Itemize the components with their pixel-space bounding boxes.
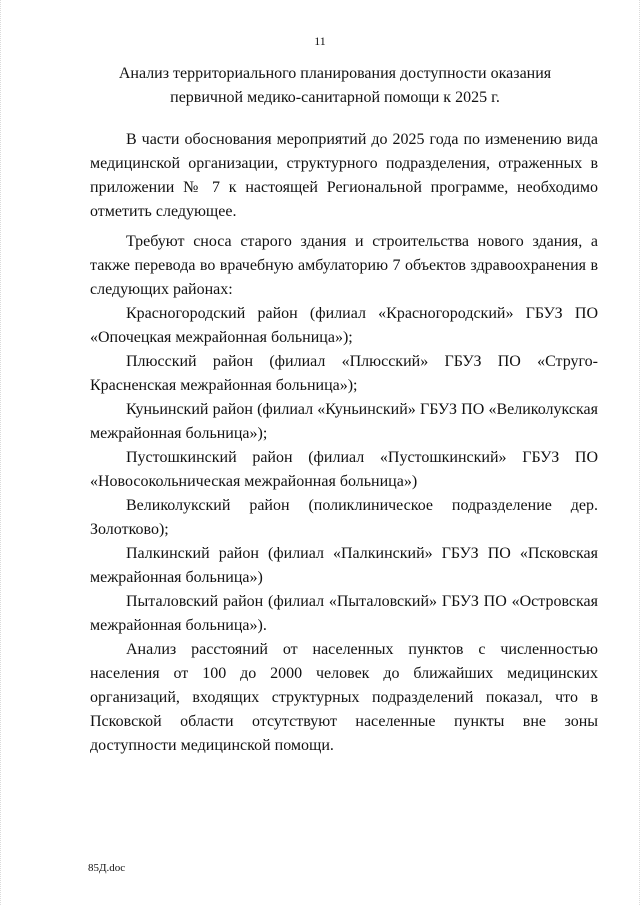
page-number: 11 [314,34,326,48]
footer-filename: 85Д.doc [88,862,126,874]
paragraph-requirements: Требуют сноса старого здания и строительства нового здания, а также перевода во врачебную амбулаторию 7 объектов здравоохранения в следующих районах: [90,233,598,298]
paragraph-intro: В части обоснования мероприятий до 2025 года по изменению вида медицинской организации, структурного подразделения, отраженных в приложении № 7 к настоящей Региональной программе, необходимо отметить следующее. [90,131,598,220]
district-item: Пыталовский район (филиал «Пыталовский» ГБУЗ ПО «Островская межрайонная больница»). [90,593,598,634]
district-item: Куньинский район (филиал «Куньинский» ГБУЗ ПО «Великолукская межрайонная больница»); [90,401,598,442]
district-item: Пустошкинский район (филиал «Пустошкинский» ГБУЗ ПО «Новосокольническая межрайонная больница») [90,449,598,490]
district-item: Плюсский район (филиал «Плюсский» ГБУЗ ПО «Струго-Красненская межрайонная больница»); [90,353,598,394]
section-title [90,62,580,110]
district-item: Великолукский район (поликлиническое подразделение дер. Золотково); [90,497,598,538]
body-text [90,128,598,764]
paragraph-conclusion: Анализ расстояний от населенных пунктов с численностью населения от 100 до 2000 человек до ближайших медицинских организаций, входящих структурных подразделений показал, что в Псковской области отсутствуют населенные пункты вне зоны доступности медицинской помощи. [90,641,598,754]
district-item: Палкинский район (филиал «Палкинский» ГБУЗ ПО «Псковская межрайонная больница») [90,545,598,586]
scan-edge-left [0,0,4,905]
section-title-line-2: первичной медико-санитарной помощи к 2025 г. [170,89,500,106]
section-title-line-1: Анализ территориального планирования доступности оказания [118,65,552,82]
scan-edge-right [636,0,640,905]
district-item: Красногородский район (филиал «Красногородский» ГБУЗ ПО «Опочецкая межрайонная больница»); [90,305,598,346]
